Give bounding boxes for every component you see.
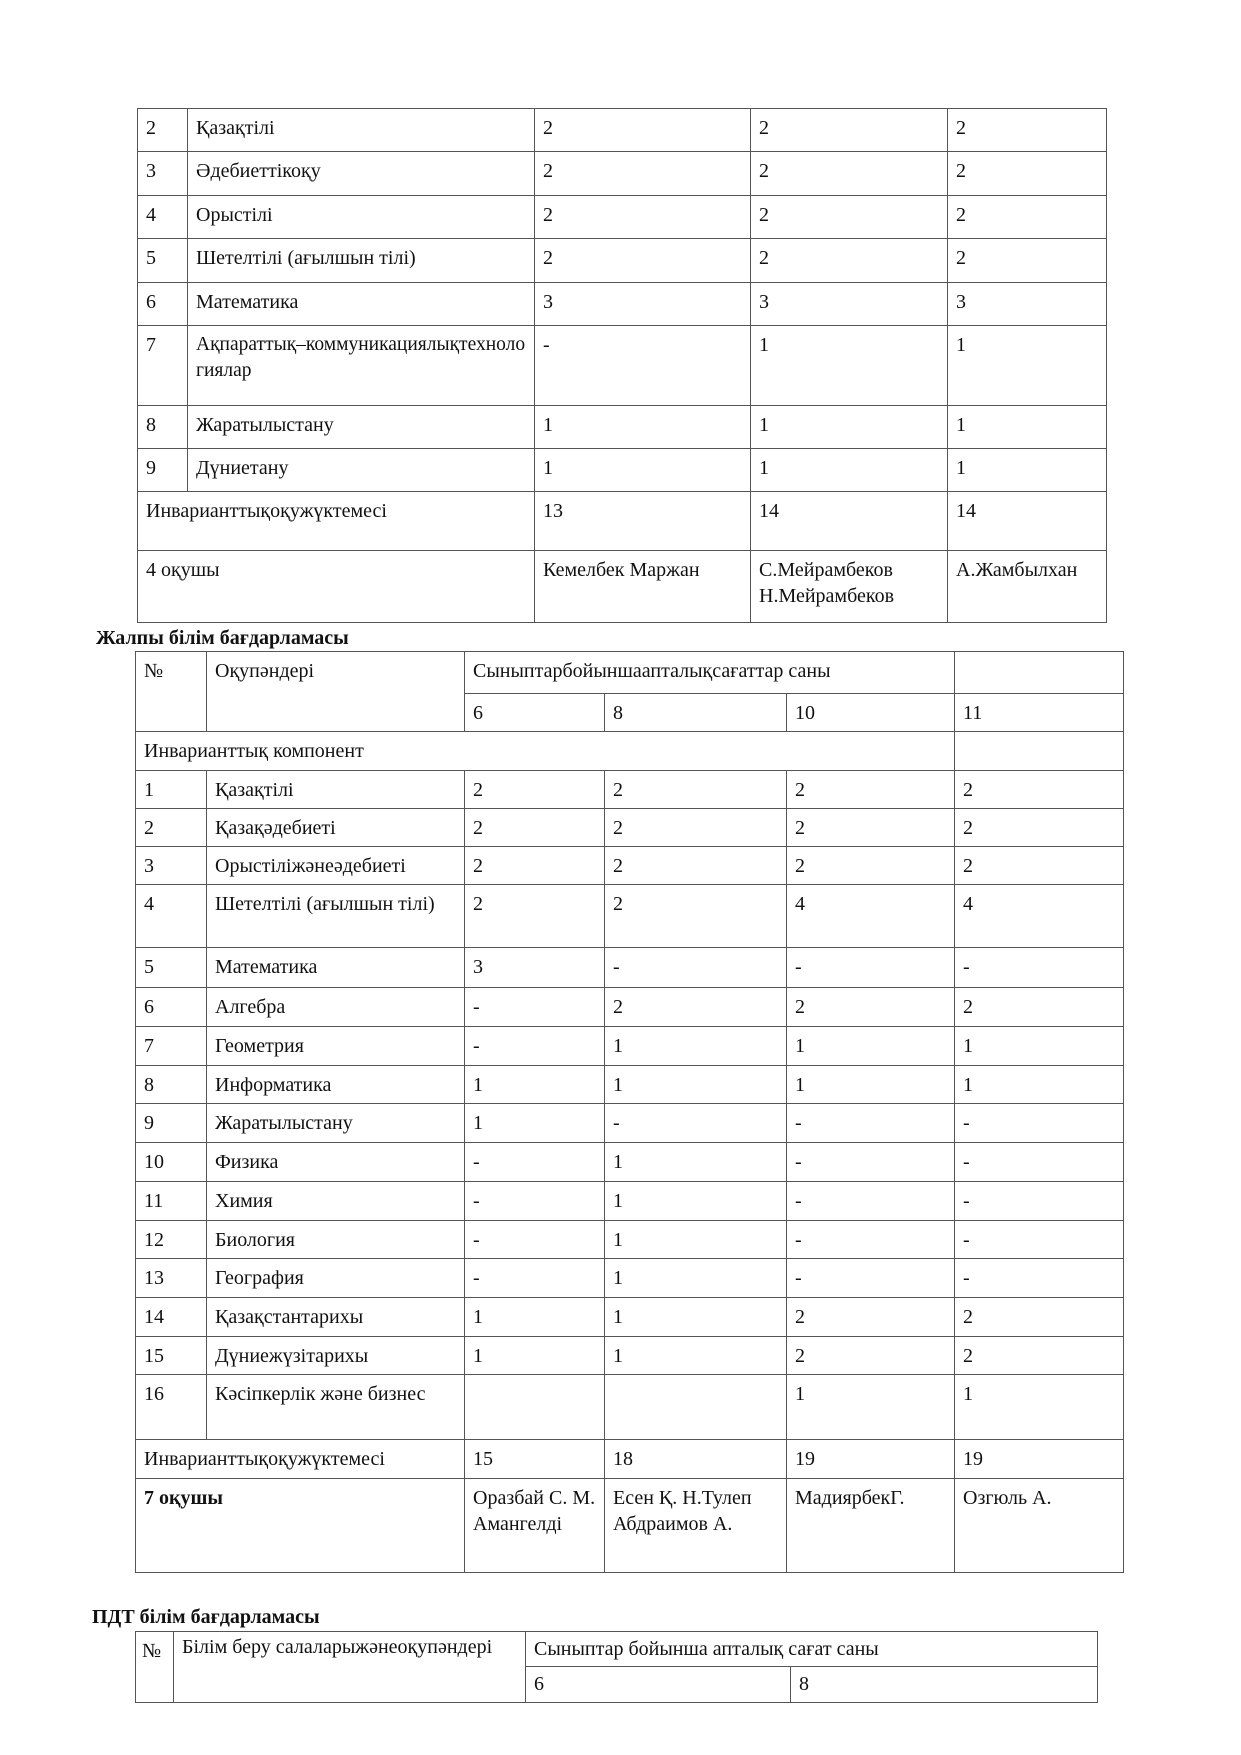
hours-cell: 2 <box>751 196 948 239</box>
hours-cell: 1 <box>465 1066 605 1104</box>
subject-name: Дүниетану <box>188 449 535 492</box>
hours-cell: 4 <box>955 885 1124 948</box>
hours-cell: 2 <box>605 771 787 809</box>
section-heading: Жалпы білім бағдарламасы <box>96 627 349 649</box>
row-number: 8 <box>136 1066 207 1104</box>
hours-cell: 2 <box>955 1337 1124 1375</box>
table-row <box>136 1375 1124 1440</box>
hours-cell: - <box>465 1027 605 1066</box>
hours-cell: 2 <box>751 109 948 152</box>
hours-cell: - <box>787 1143 955 1182</box>
hours-cell <box>605 1375 787 1440</box>
table-row <box>136 1104 1124 1143</box>
row-number: 5 <box>138 239 188 283</box>
subject-name: Биология <box>207 1221 465 1259</box>
hours-cell: - <box>955 948 1124 988</box>
hours-cell: 2 <box>465 847 605 885</box>
grade-header: 8 <box>791 1667 1098 1703</box>
hours-cell: 1 <box>605 1143 787 1182</box>
table-row <box>138 406 1107 449</box>
student-names: С.Мейрамбеков Н.Мейрамбеков <box>751 551 948 623</box>
grade-header: 11 <box>955 694 1124 732</box>
hours-cell: - <box>955 1143 1124 1182</box>
table-row <box>138 239 1107 283</box>
row-number: 4 <box>138 196 188 239</box>
load-cell: 19 <box>787 1440 955 1479</box>
hours-cell: 2 <box>605 988 787 1027</box>
load-cell: 15 <box>465 1440 605 1479</box>
subject-name: Физика <box>207 1143 465 1182</box>
row-number: 1 <box>136 771 207 809</box>
row-number: 9 <box>138 449 188 492</box>
row-number: 8 <box>138 406 188 449</box>
hours-cell: 1 <box>465 1298 605 1337</box>
subject-name: Шетелтілі (ағылшын тілі) <box>188 239 535 283</box>
student-names: А.Жамбылхан <box>948 551 1107 623</box>
component-empty <box>955 732 1124 771</box>
table-row <box>136 809 1124 847</box>
row-number: 6 <box>136 988 207 1027</box>
table-header-row <box>136 1632 1098 1667</box>
row-number: 9 <box>136 1104 207 1143</box>
hours-cell: 2 <box>787 809 955 847</box>
hours-cell: 1 <box>948 406 1107 449</box>
hours-cell <box>465 1375 605 1440</box>
hours-cell: 2 <box>465 771 605 809</box>
hours-cell: 1 <box>948 449 1107 492</box>
hours-cell: - <box>787 1259 955 1298</box>
hours-cell: 1 <box>605 1337 787 1375</box>
hours-cell: 2 <box>948 196 1107 239</box>
hours-cell: - <box>955 1182 1124 1221</box>
row-number: 3 <box>138 152 188 196</box>
table-1 <box>137 108 1107 623</box>
row-number: 16 <box>136 1375 207 1440</box>
table-row <box>138 283 1107 326</box>
subject-name: Орыстілі <box>188 196 535 239</box>
hours-cell: 1 <box>605 1027 787 1066</box>
row-number: 13 <box>136 1259 207 1298</box>
hours-cell: - <box>955 1104 1124 1143</box>
subject-name: Информатика <box>207 1066 465 1104</box>
students-row <box>138 551 1107 623</box>
hours-cell: 1 <box>948 326 1107 406</box>
hours-cell: - <box>605 948 787 988</box>
student-names: Озгюль А. <box>955 1479 1124 1573</box>
load-row <box>138 492 1107 551</box>
load-row <box>136 1440 1124 1479</box>
subject-name: Геометрия <box>207 1027 465 1066</box>
row-number: 11 <box>136 1182 207 1221</box>
load-cell: 14 <box>948 492 1107 551</box>
subject-name: Дүниежүзітарихы <box>207 1337 465 1375</box>
subject-name: Алгебра <box>207 988 465 1027</box>
hours-cell: - <box>787 1182 955 1221</box>
hours-cell: - <box>465 1182 605 1221</box>
load-label: Инварианттықоқужүктемесі <box>138 492 535 551</box>
subject-name: Математика <box>188 283 535 326</box>
header-subject: Білім беру салаларыжәнеоқупәндері <box>174 1632 526 1703</box>
hours-cell: 2 <box>787 988 955 1027</box>
table-row <box>136 988 1124 1027</box>
component-row <box>136 732 1124 771</box>
subject-name: Әдебиеттікоқу <box>188 152 535 196</box>
hours-cell: - <box>465 1221 605 1259</box>
hours-cell: 2 <box>948 239 1107 283</box>
hours-cell: 1 <box>535 449 751 492</box>
hours-cell: 3 <box>535 283 751 326</box>
hours-cell: 2 <box>955 988 1124 1027</box>
header-hours: Сыныптар бойынша апталық сағат саны <box>526 1632 1098 1667</box>
hours-cell: 1 <box>955 1066 1124 1104</box>
hours-cell: 2 <box>535 196 751 239</box>
subject-name: Химия <box>207 1182 465 1221</box>
header-number: № <box>136 1632 174 1703</box>
table-row <box>136 885 1124 948</box>
subject-name: Қазақтілі <box>207 771 465 809</box>
table-row <box>136 771 1124 809</box>
hours-cell: 2 <box>751 239 948 283</box>
hours-cell: 2 <box>955 771 1124 809</box>
row-number: 14 <box>136 1298 207 1337</box>
hours-cell: - <box>787 1104 955 1143</box>
students-label: 7 оқушы <box>136 1479 465 1573</box>
subject-name: Жаратылыстану <box>207 1104 465 1143</box>
table-row <box>136 1027 1124 1066</box>
hours-cell: 1 <box>787 1066 955 1104</box>
hours-cell: 2 <box>605 885 787 948</box>
hours-cell: 2 <box>948 109 1107 152</box>
hours-cell: 2 <box>465 809 605 847</box>
hours-cell: 2 <box>955 1298 1124 1337</box>
hours-cell: 2 <box>605 847 787 885</box>
student-names: Кемелбек Маржан <box>535 551 751 623</box>
row-number: 12 <box>136 1221 207 1259</box>
table-row <box>136 1337 1124 1375</box>
table-row <box>138 109 1107 152</box>
header-number: № <box>136 652 207 732</box>
subject-name: Ақпараттық–коммуникациялықтехнологиялар <box>188 326 535 406</box>
hours-cell: 1 <box>605 1182 787 1221</box>
student-names: Есен Қ. Н.Тулеп Абдраимов А. <box>605 1479 787 1573</box>
hours-cell: 2 <box>955 809 1124 847</box>
load-cell: 13 <box>535 492 751 551</box>
hours-cell: 2 <box>787 1298 955 1337</box>
table-row <box>136 1066 1124 1104</box>
grade-header: 6 <box>465 694 605 732</box>
grade-header: 10 <box>787 694 955 732</box>
hours-cell: - <box>605 1104 787 1143</box>
hours-cell: 2 <box>787 771 955 809</box>
student-names: Оразбай С. М.Амангелді <box>465 1479 605 1573</box>
load-cell: 19 <box>955 1440 1124 1479</box>
hours-cell: 2 <box>605 809 787 847</box>
hours-cell: 2 <box>465 885 605 948</box>
component-label: Инварианттық компонент <box>136 732 955 771</box>
hours-cell: 2 <box>535 109 751 152</box>
table-row <box>136 1182 1124 1221</box>
hours-cell: 2 <box>751 152 948 196</box>
hours-cell: 1 <box>465 1104 605 1143</box>
header-empty <box>955 652 1124 694</box>
grade-header: 6 <box>526 1667 791 1703</box>
row-number: 7 <box>136 1027 207 1066</box>
hours-cell: 2 <box>535 239 751 283</box>
hours-cell: 2 <box>787 1337 955 1375</box>
hours-cell: 4 <box>787 885 955 948</box>
hours-cell: 2 <box>535 152 751 196</box>
hours-cell: 1 <box>751 406 948 449</box>
hours-cell: 1 <box>955 1027 1124 1066</box>
table-row <box>136 1298 1124 1337</box>
row-number: 4 <box>136 885 207 948</box>
table-row <box>138 196 1107 239</box>
row-number: 15 <box>136 1337 207 1375</box>
hours-cell: 3 <box>948 283 1107 326</box>
subject-name: Орыстіліжәнеәдебиеті <box>207 847 465 885</box>
hours-cell: - <box>787 948 955 988</box>
row-number: 10 <box>136 1143 207 1182</box>
hours-cell: 2 <box>787 847 955 885</box>
student-names: МадиярбекГ. <box>787 1479 955 1573</box>
load-label: Инварианттықоқужүктемесі <box>136 1440 465 1479</box>
hours-cell: 1 <box>605 1221 787 1259</box>
subject-name: Қазақстантарихы <box>207 1298 465 1337</box>
hours-cell: 1 <box>751 449 948 492</box>
students-label: 4 оқушы <box>138 551 535 623</box>
load-cell: 14 <box>751 492 948 551</box>
row-number: 3 <box>136 847 207 885</box>
hours-cell: 3 <box>465 948 605 988</box>
subject-name: Математика <box>207 948 465 988</box>
subject-name: География <box>207 1259 465 1298</box>
hours-cell: - <box>955 1221 1124 1259</box>
subject-name: Шетелтілі (ағылшын тілі) <box>207 885 465 948</box>
table-row <box>136 1143 1124 1182</box>
students-row <box>136 1479 1124 1573</box>
hours-cell: 1 <box>605 1066 787 1104</box>
row-number: 6 <box>138 283 188 326</box>
header-hours: Сыныптарбойыншаапталықсағаттар саны <box>465 652 955 694</box>
subject-name: Жаратылыстану <box>188 406 535 449</box>
table-3 <box>135 1631 1098 1703</box>
table-row <box>136 847 1124 885</box>
header-subject: Оқупәндері <box>207 652 465 732</box>
hours-cell: 1 <box>751 326 948 406</box>
table-row <box>138 152 1107 196</box>
hours-cell: 1 <box>605 1298 787 1337</box>
hours-cell: 1 <box>787 1027 955 1066</box>
hours-cell: - <box>465 1259 605 1298</box>
hours-cell: 3 <box>751 283 948 326</box>
row-number: 5 <box>136 948 207 988</box>
hours-cell: - <box>465 1143 605 1182</box>
grade-header: 8 <box>605 694 787 732</box>
hours-cell: 1 <box>535 406 751 449</box>
row-number: 2 <box>138 109 188 152</box>
subject-name: Кәсіпкерлік және бизнес <box>207 1375 465 1440</box>
hours-cell: 2 <box>955 847 1124 885</box>
hours-cell: 1 <box>465 1337 605 1375</box>
hours-cell: 1 <box>955 1375 1124 1440</box>
hours-cell: - <box>955 1259 1124 1298</box>
hours-cell: - <box>787 1221 955 1259</box>
section-heading: ПДТ білім бағдарламасы <box>92 1606 320 1628</box>
table-row <box>136 948 1124 988</box>
hours-cell: - <box>465 988 605 1027</box>
table-row <box>138 449 1107 492</box>
table-header-row <box>136 652 1124 694</box>
table-row <box>136 1259 1124 1298</box>
hours-cell: 1 <box>787 1375 955 1440</box>
table-row <box>138 326 1107 406</box>
hours-cell: 2 <box>948 152 1107 196</box>
row-number: 2 <box>136 809 207 847</box>
table-2 <box>135 651 1124 1573</box>
load-cell: 18 <box>605 1440 787 1479</box>
table-row <box>136 1221 1124 1259</box>
subject-name: Қазақтілі <box>188 109 535 152</box>
subject-name: Қазақәдебиеті <box>207 809 465 847</box>
hours-cell: 1 <box>605 1259 787 1298</box>
hours-cell: - <box>535 326 751 406</box>
row-number: 7 <box>138 326 188 406</box>
